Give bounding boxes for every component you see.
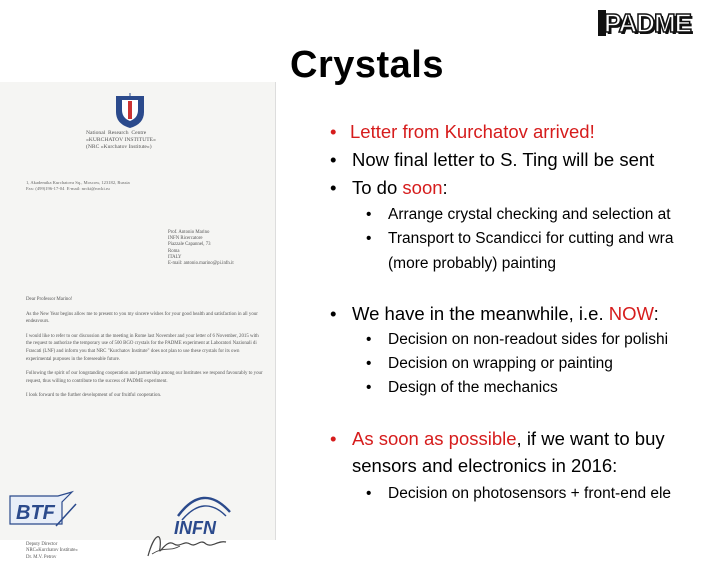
letter-address: 1, Akademika Kurchatova Sq., Moscow, 123182, Russia Fax: (499)196-17-04 E-mail: nrcki@nrcki.ru bbox=[26, 180, 130, 191]
bullet-asap bbox=[352, 427, 665, 451]
bullet-final-letter: Now final letter to S. Ting will be sent bbox=[352, 149, 655, 170]
infn-logo-icon bbox=[168, 486, 238, 538]
sub-bullet-dot: • bbox=[366, 355, 372, 372]
letterhead: National Research Centre «KURCHATOV INSTITUTE» (NRC «Kurchatov Institute») bbox=[86, 130, 156, 150]
sub-bullet-non-readout: Decision on non-readout sides for polishi bbox=[388, 331, 669, 348]
sub-bullet-dot: • bbox=[366, 485, 372, 502]
sub-bullet-wrapping: Decision on wrapping or painting bbox=[388, 355, 613, 372]
sub-bullet-transport: Transport to Scandicci for cutting and wra bbox=[388, 230, 674, 247]
highlight-now: NOW bbox=[608, 303, 654, 324]
bullet-dot: • bbox=[330, 303, 337, 324]
sub-bullet-mechanics: Design of the mechanics bbox=[388, 379, 558, 396]
infn-logo-text: INFN bbox=[174, 518, 216, 538]
bullet-meanwhile-now bbox=[352, 302, 659, 326]
sub-bullet-dot: • bbox=[366, 230, 372, 247]
bullet-asap-continuation: sensors and electronics in 2016: bbox=[352, 455, 618, 476]
letter-signatory: Deputy Director NRC«Kurchatov Institute» Dr. M.V. Petrov bbox=[26, 542, 78, 560]
letter-recipient: Prof. Antonio Marino INFN Ricercatore Piazzale Capannel, 73 Roma ITALY E-mail: antonio.marino@pi.infn.it bbox=[168, 230, 234, 267]
letter-paragraph: As the New Year begins allow me to present to you my sincere wishes for your good health and satisfaction in all your endeavours. bbox=[26, 311, 258, 325]
bullet-text: We have in the meanwhile, i.e. bbox=[352, 303, 609, 324]
padme-logo bbox=[594, 4, 718, 40]
letter-salutation: Dear Professor Marino! bbox=[26, 297, 73, 302]
bullet-text: : bbox=[442, 177, 448, 198]
kurchatov-emblem-icon bbox=[112, 92, 148, 130]
sub-bullet-dot: • bbox=[366, 206, 372, 223]
slide-title: Crystals bbox=[290, 44, 444, 86]
sub-bullet-continuation: (more probably) painting bbox=[388, 255, 557, 272]
btf-logo-text: BTF bbox=[16, 502, 55, 524]
bullet-to-do-soon bbox=[352, 176, 448, 200]
highlight-soon: soon bbox=[402, 177, 443, 198]
bullet-text: , if we want to buy bbox=[516, 428, 665, 449]
letter-paragraph: Following the spirit of our longstanding cooperation and partnership among our Institutes we respond favourably to your request, thus willing to contribute to the success of PADME experiment. bbox=[26, 371, 263, 384]
sub-bullet-dot: • bbox=[366, 379, 372, 396]
padme-logo-text: PADME bbox=[604, 8, 691, 38]
bullet-dot: • bbox=[330, 121, 337, 142]
bullet-text: To do bbox=[352, 177, 403, 198]
letter-paragraph: I would like to refer to our discussion at the meeting in Rome last November and your letter of 6 November, 2015 with the request to authorize the temporary use of 500 BGO crystals for the PADME experiment at Laboratori Nazionali di Frascati (LNF) and inform you that NRC "Kurchatov Institute" does not plan to use these crystals for its own experimental purposes in the foreseeable future. bbox=[26, 333, 259, 362]
highlight-asap: As soon as possible bbox=[352, 428, 517, 449]
bullet-dot: • bbox=[330, 177, 337, 198]
sub-bullet-dot: • bbox=[366, 331, 372, 348]
bullet-text: : bbox=[653, 303, 659, 324]
sub-bullet-crystal-checking: Arrange crystal checking and selection at bbox=[388, 206, 671, 223]
sub-bullet-photosensors: Decision on photosensors + front-end ele bbox=[388, 485, 672, 502]
bullet-dot: • bbox=[330, 149, 337, 170]
letter-paragraph: I look forward to the further development of our fruitful cooperation. bbox=[26, 393, 162, 399]
bullet-letter-arrived: Letter from Kurchatov arrived! bbox=[350, 121, 595, 142]
bullet-dot: • bbox=[330, 428, 337, 449]
kurchatov-letter-image bbox=[0, 82, 276, 560]
btf-logo-icon bbox=[6, 490, 78, 530]
letter-body bbox=[26, 296, 264, 407]
